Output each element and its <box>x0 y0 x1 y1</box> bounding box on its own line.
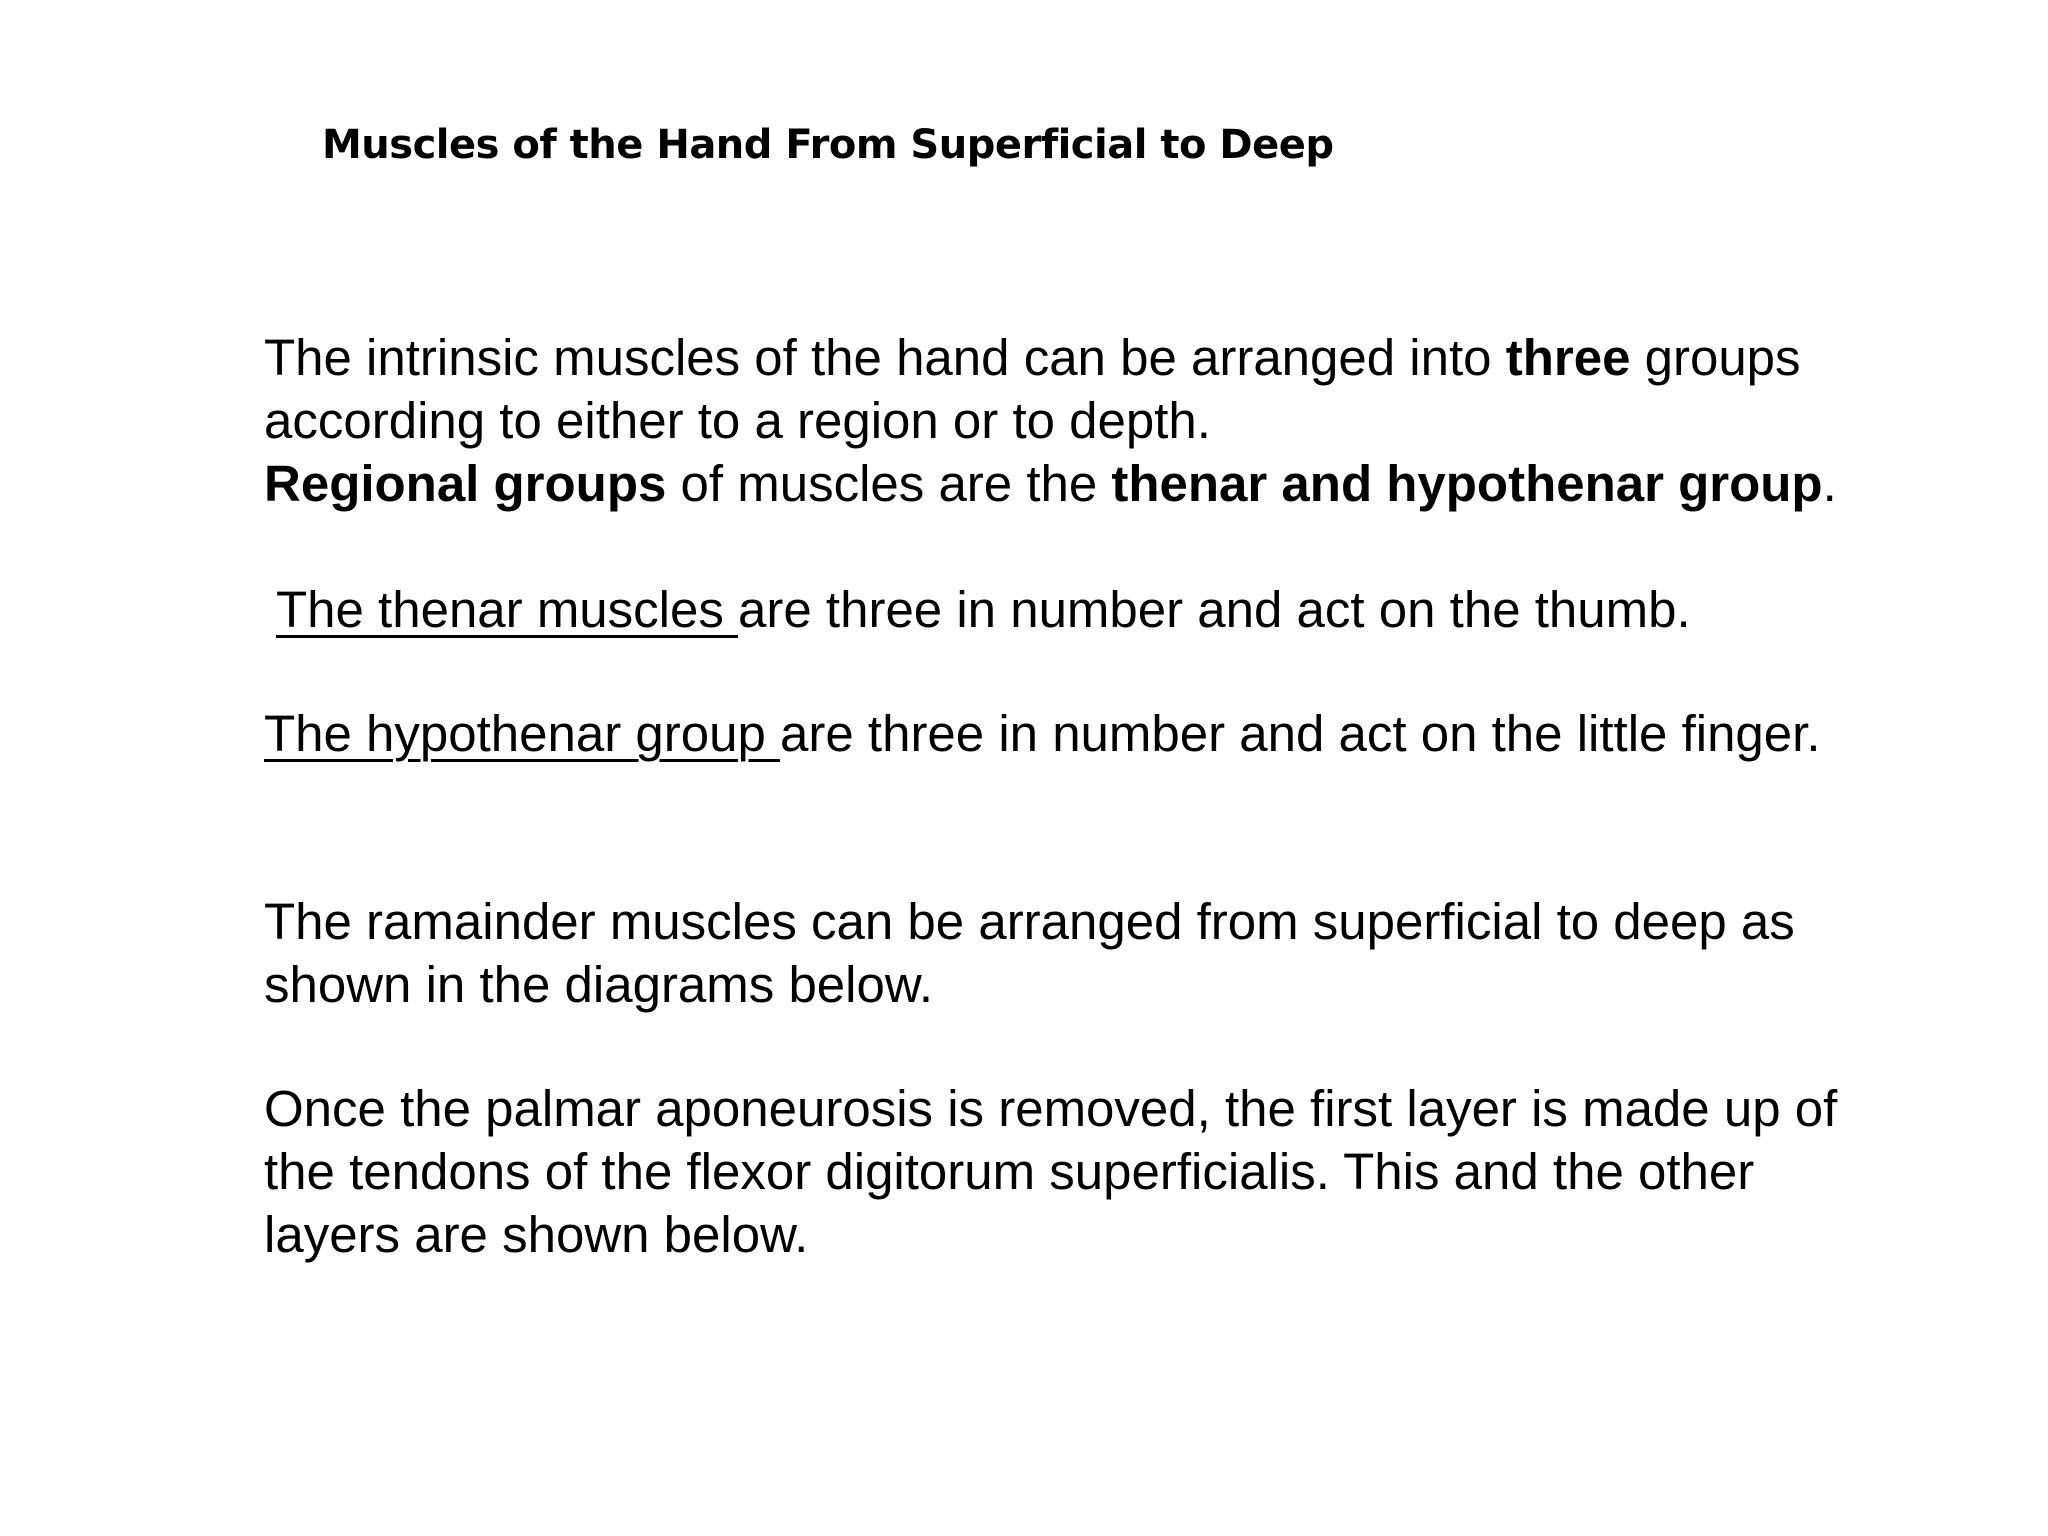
palmar-line-1: Once the palmar aponeurosis is removed, the first layer is made up of <box>264 1080 1838 1137</box>
hypothenar-paragraph <box>264 702 1904 765</box>
intro-paragraph <box>264 326 1904 515</box>
intro-emphasis-regional-groups: Regional groups <box>264 455 667 512</box>
intro-line-3-text: of muscles are the <box>666 455 1112 512</box>
thenar-paragraph <box>276 578 1916 641</box>
thenar-text: are three in number and act on the thumb. <box>738 581 1691 638</box>
palmar-line-3: layers are shown below. <box>264 1206 809 1263</box>
remainder-paragraph <box>264 890 1904 1016</box>
intro-line-2: according to either to a region or to depth. <box>264 392 1211 449</box>
intro-line-1-end: groups <box>1630 329 1801 386</box>
intro-line-3 <box>264 452 1904 515</box>
hypothenar-text: are three in number and act on the little finger. <box>780 705 1821 762</box>
palmar-line-2: the tendons of the flexor digitorum superficialis. This and the other <box>264 1143 1755 1200</box>
intro-emphasis-thenar-hypothenar: thenar and hypothenar group <box>1111 455 1823 512</box>
intro-emphasis-three: three <box>1505 329 1631 386</box>
thenar-heading-underlined: The thenar muscles <box>276 581 739 638</box>
remainder-line-2: shown in the diagrams below. <box>264 956 934 1013</box>
intro-line-3-period: . <box>1822 455 1837 512</box>
intro-line-1 <box>264 326 1904 389</box>
intro-line-1-text: The intrinsic muscles of the hand can be arranged into <box>264 329 1506 386</box>
palmar-paragraph <box>264 1077 1904 1266</box>
remainder-line-1: The ramainder muscles can be arranged from superficial to deep as <box>264 893 1795 950</box>
page-title: Muscles of the Hand From Superficial to Deep <box>322 122 1334 168</box>
hypothenar-heading-underlined: The hypothenar group <box>264 705 781 762</box>
